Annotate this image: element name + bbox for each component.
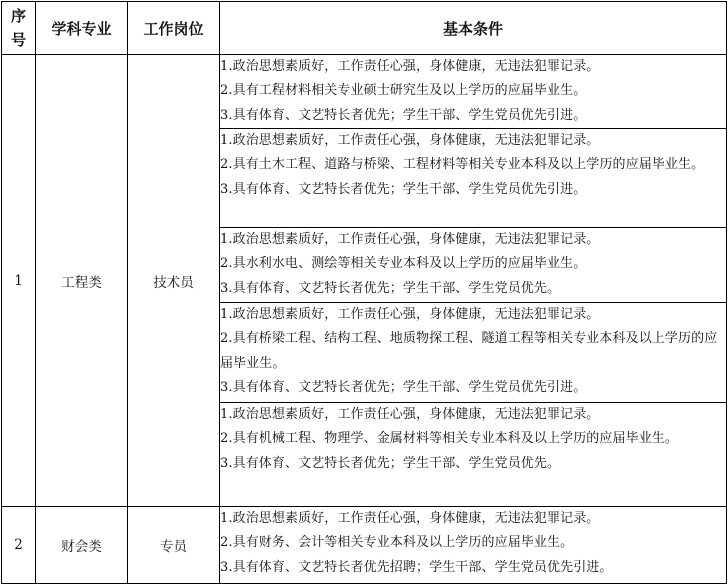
condition-line: 2.具有工程材料相关专业硕士研究生及以上学历的应届毕业生。 <box>220 83 587 99</box>
table-row <box>2 55 727 129</box>
header-conditions: 基本条件 <box>220 2 727 55</box>
condition-line: 1.政治思想素质好，工作责任心强，身体健康，无违法犯罪记录。 <box>220 232 600 247</box>
conditions-cell <box>220 403 727 507</box>
condition-line: 3.具有体育、文艺特长者优先招聘；学生干部、学生党员优先引进。 <box>220 559 613 575</box>
row-position: 技术员 <box>128 55 220 507</box>
condition-line: 1.政治思想素质好，工作责任心强，身体健康，无违法犯罪记录。 <box>220 59 600 74</box>
conditions-cell <box>220 228 727 303</box>
row-position: 专员 <box>128 507 220 584</box>
header-row <box>2 2 727 55</box>
condition-line: 2.具有财务、会计等相关专业本科及以上学历的应届毕业生。 <box>220 535 574 551</box>
condition-line: 3.具有体育、文艺特长者优先；学生干部、学生党员优先引进。 <box>220 379 587 395</box>
conditions-cell <box>220 129 727 228</box>
header-position: 工作岗位 <box>128 2 220 55</box>
conditions-cell <box>220 303 727 403</box>
condition-line: 2.具有土木工程、道路与桥梁、工程材料等相关专业本科及以上学历的应届毕业生。 <box>220 157 705 173</box>
conditions-cell <box>220 55 727 129</box>
condition-line: 2.具有桥梁工程、结构工程、地质物探工程、隧道工程等相关专业本科及以上学历的应届毕业生。 <box>220 331 718 371</box>
condition-line: 2.具有机械工程、物理学、金属材料等相关专业本科及以上学历的应届毕业生。 <box>220 431 679 447</box>
requirements-table <box>1 1 727 584</box>
table-row <box>2 507 727 584</box>
row-number: 2 <box>2 507 36 584</box>
condition-line: 1.政治思想素质好，工作责任心强，身体健康，无违法犯罪记录。 <box>220 407 600 422</box>
condition-line: 1.政治思想素质好，工作责任心强，身体健康，无违法犯罪记录。 <box>220 133 600 148</box>
condition-line: 2.具水利水电、测绘等相关专业本科及以上学历的应届毕业生。 <box>220 256 587 272</box>
header-serial-line2: 号 <box>10 31 26 49</box>
condition-line: 3.具有体育、文艺特长者优先；学生干部、学生党员优先。 <box>220 455 561 471</box>
row-major: 工程类 <box>36 55 128 507</box>
header-serial-number <box>2 2 36 55</box>
condition-line: 1.政治思想素质好，工作责任心强，身体健康，无违法犯罪记录。 <box>220 307 600 322</box>
condition-line: 1.政治思想素质好，工作责任心强，身体健康，无违法犯罪记录。 <box>220 511 600 526</box>
header-serial-line1: 序 <box>10 7 26 25</box>
row-number: 1 <box>2 55 36 507</box>
row-major: 财会类 <box>36 507 128 584</box>
conditions-cell <box>220 507 727 584</box>
header-major: 学科专业 <box>36 2 128 55</box>
condition-line: 3.具有体育、文艺特长者优先；学生干部、学生党员优先。 <box>220 280 561 296</box>
condition-line: 3.具有体育、文艺特长者优先；学生干部、学生党员优先引进。 <box>220 107 587 123</box>
condition-line: 3.具有体育、文艺特长者优先；学生干部、学生党员优先引进。 <box>220 181 587 197</box>
